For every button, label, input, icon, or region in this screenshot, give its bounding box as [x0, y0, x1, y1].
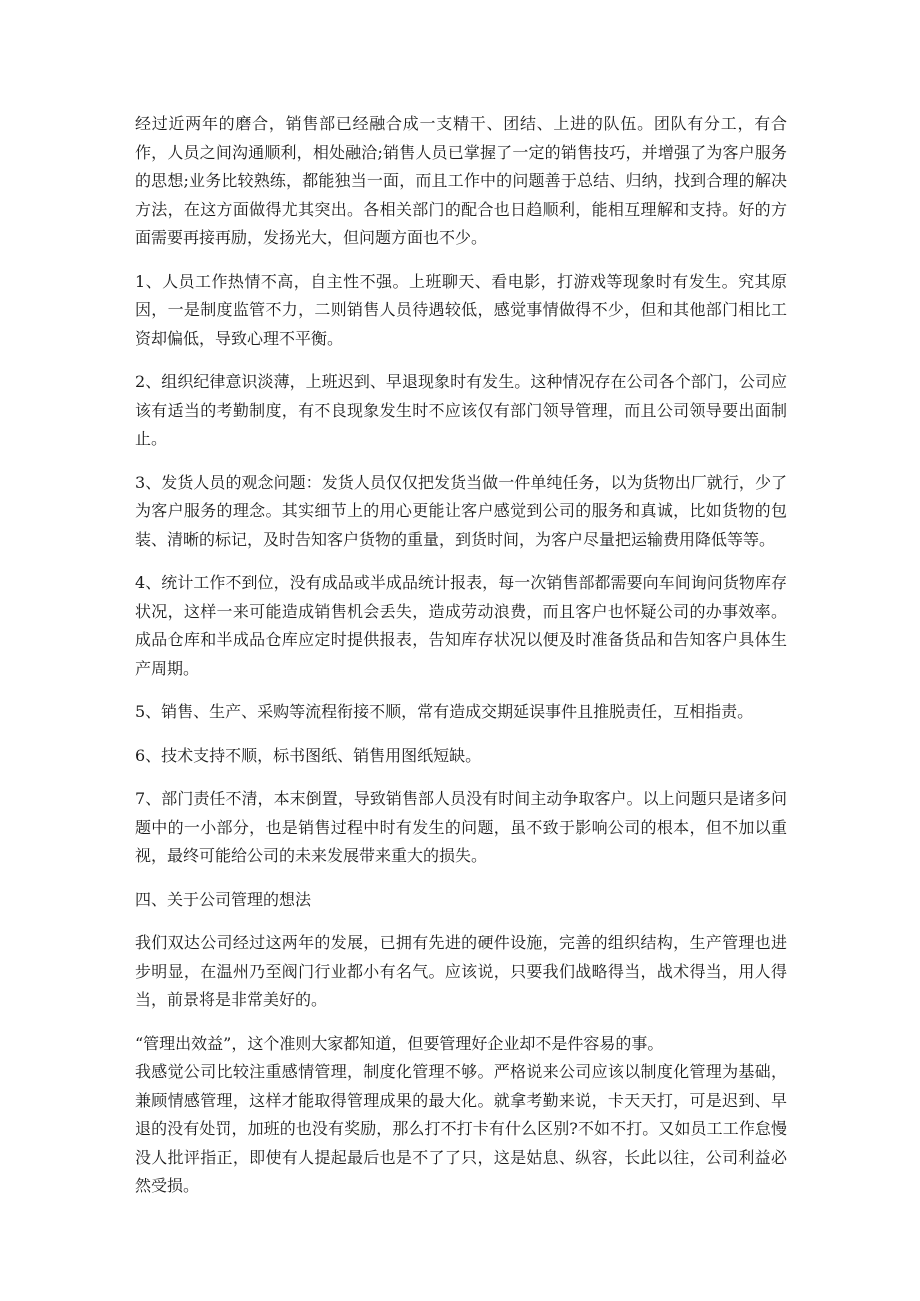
issue-3-paragraph: 3、发货人员的观念问题：发货人员仅仅把发货当做一件单纯任务，以为货物出厂就行，少了为客户服务的理念。其实细节上的用心更能让客户感觉到公司的服务和真诚，比如货物的包装、清晰的标记，及时告知客户货物的重量，到货时间，为客户尽量把运输费用降低等等。 [135, 472, 787, 549]
management-opinion-paragraph: 我感觉公司比较注重感情管理，制度化管理不够。严格说来公司应该以制度化管理为基础，兼顾情感管理，这样才能取得管理成果的最大化。就拿考勤来说，卡天天打，可是迟到、早退的没有处罚，加班的也没有奖励，那么打不打卡有什么区别?不如不打。又如员工工作怠慢没人批评指正，即使有人提起最后也是不了了只，这是姑息、纵容，长此以往，公司利益必然受损。 [135, 1062, 787, 1195]
development-paragraph: 我们双达公司经过这两年的发展，已拥有先进的硬件设施，完善的组织结构，生产管理也进步明显，在温州乃至阀门行业都小有名气。应该说，只要我们战略得当，战术得当，用人得当，前景将是非常美好的。 [135, 933, 787, 1009]
issue-4-paragraph: 4、统计工作不到位，没有成品或半成品统计报表，每一次销售部都需要向车间询问货物库存状况，这样一来可能造成销售机会丢失，造成劳动浪费，而且客户也怀疑公司的办事效率。成品仓库和半成品仓库应定时提供报表，告知库存状况以便及时准备货品和告知客户具体生产周期。 [135, 573, 787, 678]
issue-5-paragraph: 5、销售、生产、采购等流程衔接不顺，常有造成交期延误事件且推脱责任，互相指责。 [135, 702, 754, 721]
issue-6-paragraph: 6、技术支持不顺，标书图纸、销售用图纸短缺。 [135, 745, 482, 765]
issue-7-paragraph: 7、部门责任不清，本末倒置，导致销售部人员没有时间主动争取客户。以上问题只是诸多问题中的一小部分，也是销售过程中时有发生的问题，虽不致于影响公司的根本，但不加以重视，最终可能给公司的未来发展带来重大的损失。 [135, 789, 787, 865]
management-quote-paragraph: “管理出效益”，这个准则大家都知道，但要管理好企业却不是件容易的事。 [135, 1033, 664, 1053]
issue-1-paragraph: 1、人员工作热情不高，自主性不强。上班聊天、看电影，打游戏等现象时有发生。究其原因，一是制度监管不力，二则销售人员待遇较低，感觉事情做得不少，但和其他部门相比工资却偏低，导致心理不平衡。 [135, 271, 787, 348]
intro-paragraph: 经过近两年的磨合，销售部已经融合成一支精干、团结、上进的队伍。团队有分工，有合作，人员之间沟通顺利，相处融洽;销售人员已掌握了一定的销售技巧，并增强了为客户服务的思想;业务比较熟练，都能独当一面，而且工作中的问题善于总结、归纳，找到合理的解决方法，在这方面做得尤其突出。各相关部门的配合也日趋顺利，能相互理解和支持。好的方面需要再接再励，发扬光大，但问题方面也不少。 [135, 114, 787, 247]
issue-2-paragraph: 2、组织纪律意识淡薄，上班迟到、早退现象时有发生。这种情况存在公司各个部门，公司应该有适当的考勤制度，有不良现象发生时不应该仅有部门领导管理，而且公司领导要出面制止。 [135, 372, 787, 448]
document-page [135, 110, 787, 1216]
section-heading: 四、关于公司管理的想法 [135, 889, 312, 909]
